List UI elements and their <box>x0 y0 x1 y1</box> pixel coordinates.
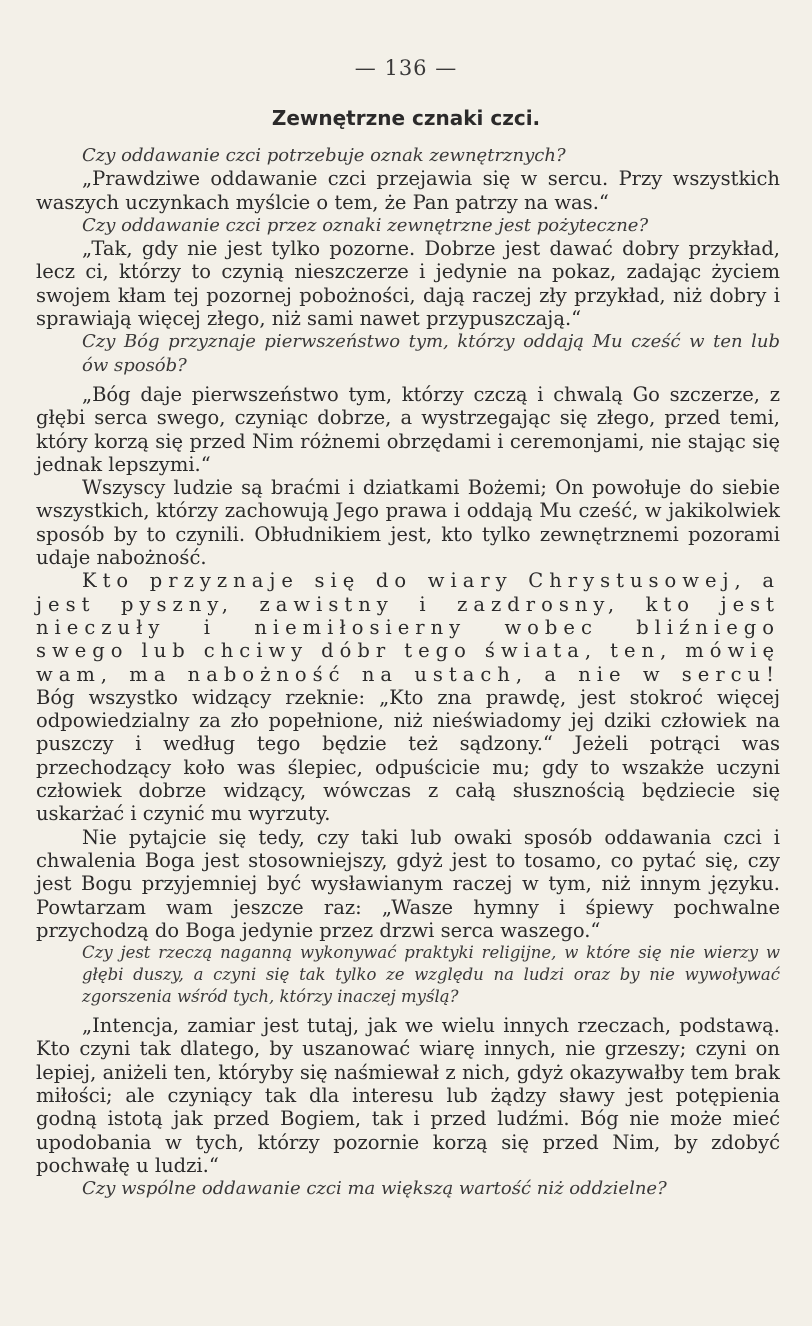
spaced-emphasis-text: Kto przyznaje się do wiary Chrystusowej, a jest pyszny, zawistny i zazdrosny, kto jest nieczuły i niemiłosierny wobec bliźniego swego lub chciwy dóbr tego świata, ten, mówię wam, ma nabożność na ustach, a nie w sercu! <box>36 569 780 686</box>
question-paragraph: Czy Bóg przyznaje pierwszeństwo tym, którzy oddają Mu cześć w ten lub ów sposób? <box>82 331 780 376</box>
question-paragraph: Czy jest rzeczą naganną wykonywać praktyki religijne, w które się nie wierzy w głębi duszy, a czyni się tak tylko ze względu na ludzi oraz by nie wywoływać zgorszenia wśród tych, którzy inaczej myślą? <box>82 943 780 1007</box>
paragraph-continuation: Bóg wszystko widzący rzeknie: „Kto zna prawdę, jest stokroć więcej odpowiedzialny za zło popełnione, niż nieświadomy jej dziki człowiek na puszczy i według tego będzie też sądzony.“ Jeżeli potrąci was przechodzący koło was ślepiec, odpuścicie mu; gdy to wszakże uczyni człowiek dobrze widzący, wówczas z całą słusznością będziecie się uskarżać i czynić mu wyrzuty. <box>36 685 780 826</box>
answer-paragraph: Wszyscy ludzie są braćmi i dziatkami Bożemi; On powołuje do siebie wszystkich, którzy zachowują Jego prawa i oddają Mu cześć, w jakikolwiek sposób by to czynili. Obłudnikiem jest, kto tylko zewnętrznemi pozorami udaje nabożność. <box>36 476 780 570</box>
text-body <box>36 144 780 1200</box>
answer-paragraph: „Prawdziwe oddawanie czci przejawia się w sercu. Przy wszystkich waszych uczynkach myślcie o tem, że Pan patrzy na was.“ <box>36 167 780 214</box>
question-paragraph: Czy oddawanie czci przez oznaki zewnętrzne jest pożyteczne? <box>82 214 649 236</box>
answer-paragraph: „Tak, gdy nie jest tylko pozorne. Dobrze jest dawać dobry przykład, lecz ci, którzy to czynią nieszczerze i jedynie na pokaz, zadając życiem swojem kłam tej pozornej pobożności, dają raczej zły przykład, niż dobry i sprawiają więcej złego, niż sami nawet przypuszczają.“ <box>36 237 780 331</box>
answer-paragraph: „Bóg daje pierwszeństwo tym, którzy czczą i chwalą Go szczerze, z głębi serca swego, czyniąc dobrze, a wystrzegając się złego, przed temi, który korzą się przed Nim różnemi obrzędami i ceremonjami, nie stając się jednak lepszymi.“ <box>36 382 780 476</box>
answer-paragraph: „Intencja, zamiar jest tutaj, jak we wielu innych rzeczach, podstawą. Kto czyni tak dlatego, by uszanować wiarę innych, nie grzeszy; czyni on lepiej, aniżeli ten, któryby się naśmiewał z nich, gdyż okazywałby tem brak miłości; ale czyniący tak dla interesu lub żądzy sławy jest potępienia godną istotą jak przed Bogiem, tak i przed ludźmi. Bóg nie może mieć upodobania w tych, którzy pozornie korzą się przed Nim, by zdobyć pochwałę u ludzi.“ <box>36 1014 780 1177</box>
question-paragraph: Czy oddawanie czci potrzebuje oznak zewnętrznych? <box>82 145 566 166</box>
emphasis-paragraph <box>36 569 780 825</box>
question-paragraph: Czy wspólne oddawanie czci ma większą wartość niż oddzielne? <box>82 1178 667 1200</box>
section-title: Zewnętrzne cznaki czci. <box>271 106 541 130</box>
answer-paragraph: Nie pytajcie się tedy, czy taki lub owaki sposób oddawania czci i chwalenia Boga jest stosowniejszy, gdyż jest to tosamo, co pytać się, czy jest Bogu przyjemniej być wysławianym raczej w tym, niż innym języku. Powtarzam wam jeszcze raz: „Wasze hymny i śpiewy pochwalne przychodzą do Boga jedynie przez drzwi serca waszego.“ <box>36 825 780 942</box>
page-number: — 136 — <box>354 56 458 80</box>
